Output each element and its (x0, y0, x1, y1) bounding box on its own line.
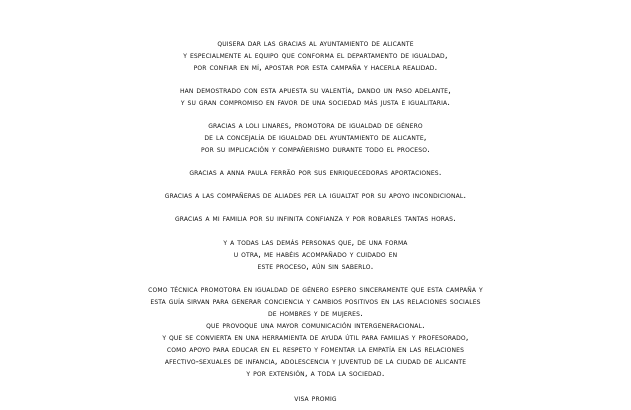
text-line: como apoyo para educar en el respeto y fomentar la empatía en las relaciones (166, 345, 465, 355)
text-line: por confiar en mí, apostar por esta campaña y hacerla realidad. (193, 63, 438, 73)
text-line: como técnica promotora en igualdad de género espero sinceramente que esta campaña y (148, 285, 483, 295)
paragraph-valentia (0, 85, 631, 109)
text-line: y especialmente al equipo que conforma el departamento de igualdad, (183, 51, 448, 61)
paragraph-thanks-familia (0, 213, 631, 225)
signature: visa promig (294, 394, 337, 404)
paragraph-thanks-personas (0, 237, 631, 273)
text-line: gracias a mi familia por su infinita confianza y por robarles tantas horas. (175, 214, 456, 224)
text-line: y su gran compromiso en favor de una sociedad más justa e igualitaria. (180, 98, 451, 108)
text-line: de la concejalía de igualdad del ayuntamiento de alicante, (204, 133, 427, 143)
text-line: y a todas las demás personas que, de una forma (223, 238, 408, 248)
paragraph-thanks-loli (0, 120, 631, 156)
text-line: gracias a anna paula ferrão por sus enriquecedoras aportaciones. (189, 168, 442, 178)
text-line: esta guía sirvan para generar conciencia y cambios positivos en las relaciones sociales (150, 297, 481, 307)
paragraph-thanks-ayuntamiento (0, 38, 631, 74)
paragraph-thanks-anna (0, 167, 631, 179)
text-line: este proceso, aún sin saberlo. (257, 262, 374, 272)
text-line: afectivo-sexuales de infancia, adolescencia y juventud de la ciudad de alicante (164, 357, 467, 367)
acknowledgements-text (0, 38, 631, 405)
text-line: por su implicación y compañerismo durante todo el proceso. (201, 145, 430, 155)
text-line: y que se convierta en una herramienta de ayuda útil para familias y profesorado, (162, 333, 469, 343)
text-line: que provoque una mayor comunicación intergeneracional. (206, 321, 425, 331)
text-line: y por extensión, a toda la sociedad. (246, 369, 385, 379)
text-line: u otra, me habéis acompañado y cuidado en (233, 250, 398, 260)
paragraph-thanks-aliades (0, 190, 631, 202)
text-line: quisera dar las gracias al ayuntamiento de alicante (217, 39, 414, 49)
text-line: han demostrado con esta apuesta su valentía, dando un paso adelante, (180, 86, 451, 96)
text-line: de hombres y de mujeres. (268, 309, 363, 319)
text-line: gracias a loli linares, promotora de igualdad de género (208, 121, 423, 131)
text-line: gracias a las compañeras de aliades per la igualtat por su apoyo incondicional. (164, 191, 467, 201)
paragraph-tecnica-promotora (0, 284, 631, 380)
